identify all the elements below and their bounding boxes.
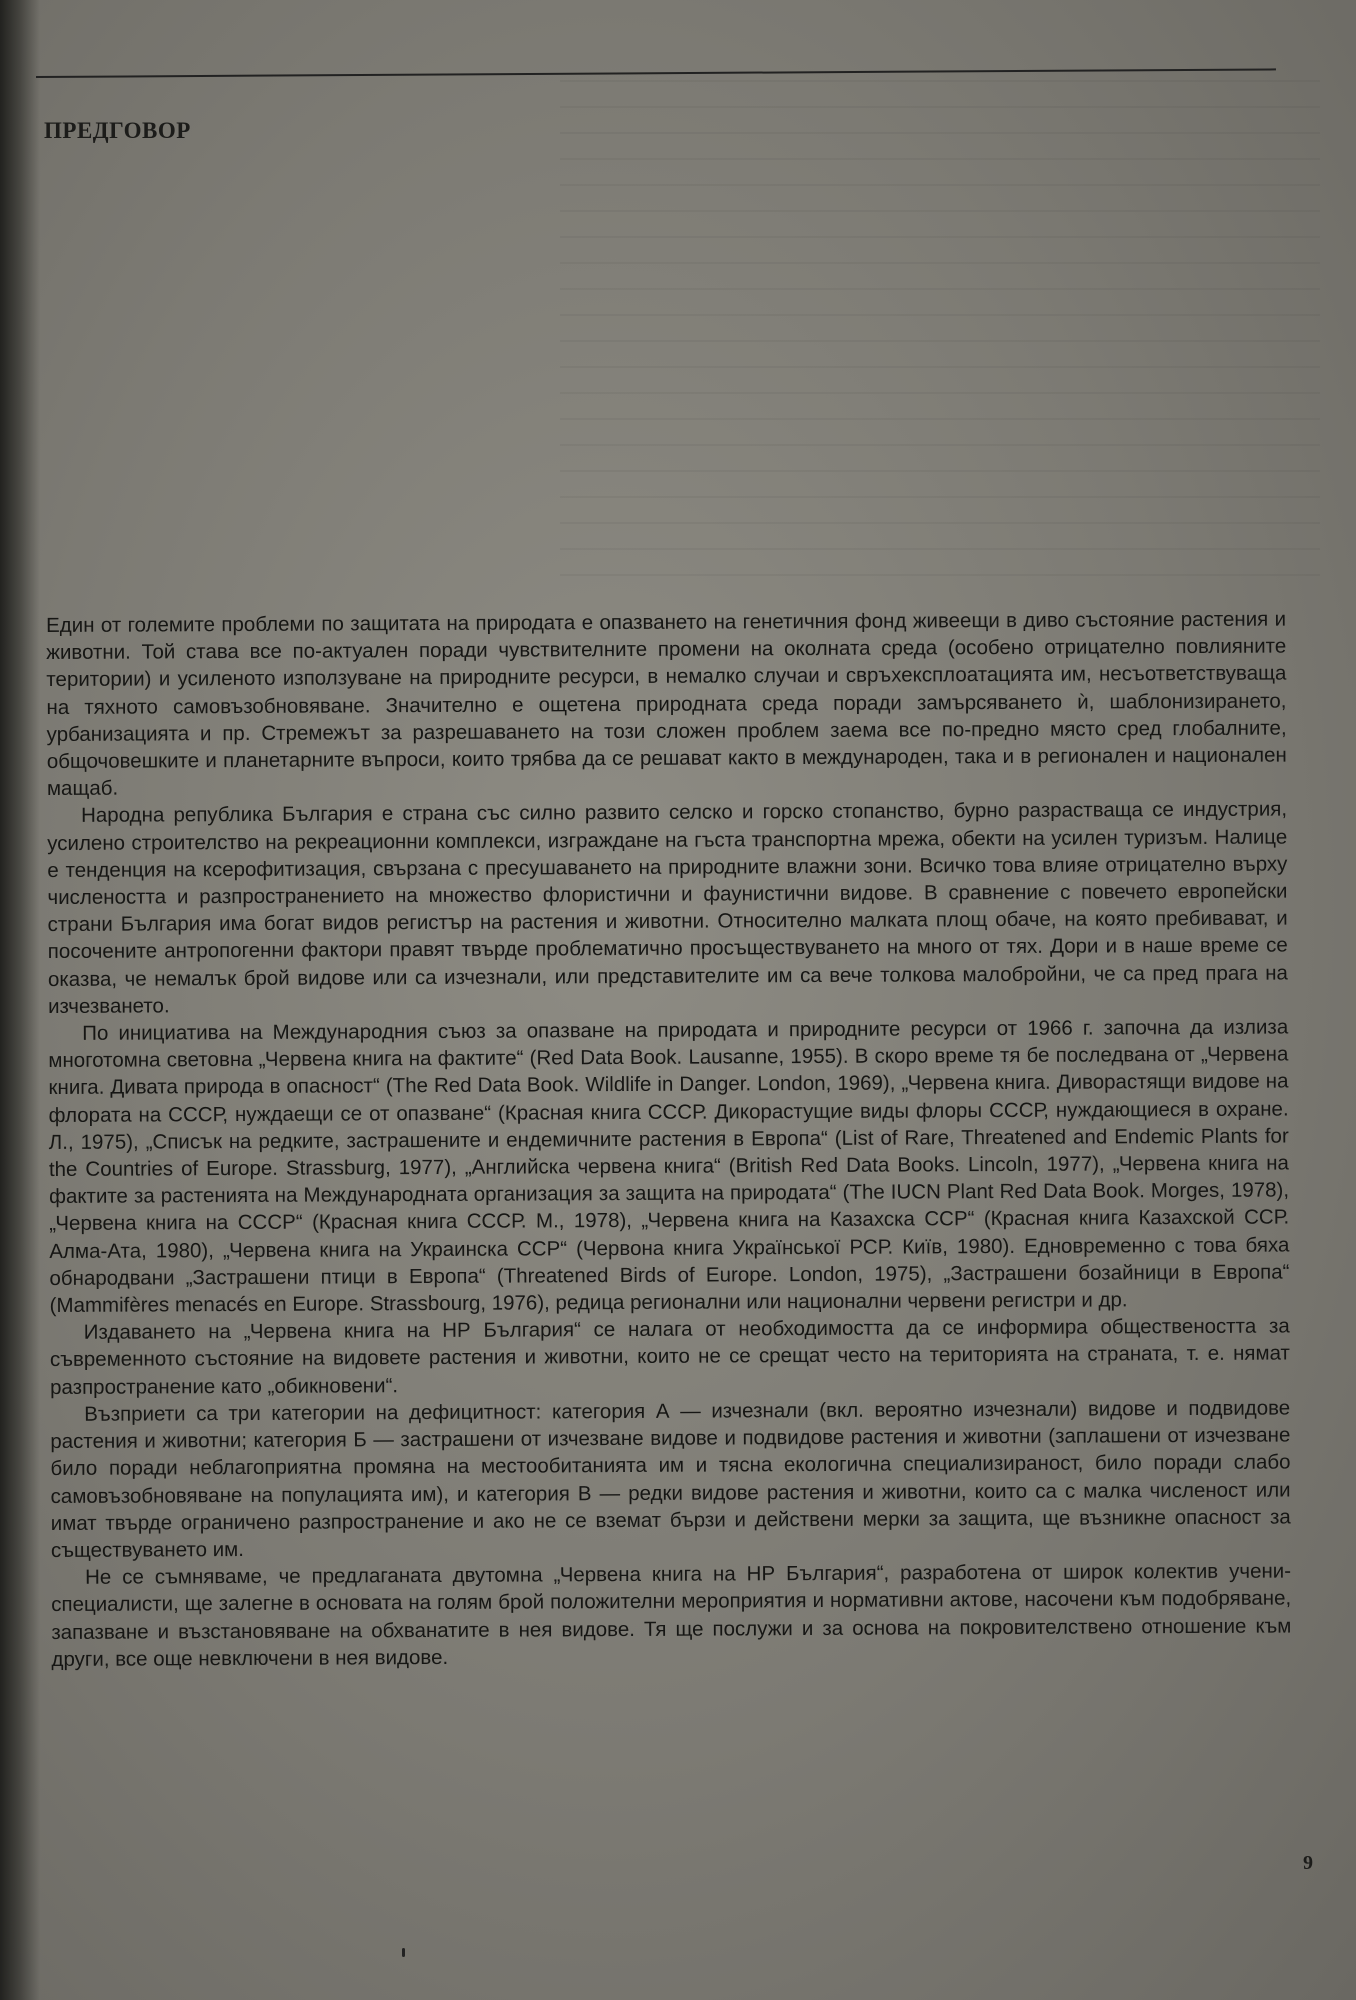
- paragraph-4: Издаването на „Червена книга на НР България“ се налага от необходимостта да се информира обществеността за съвременното състояние на видовете растения и животни, които не се срещат често на територията на страната, т. е. нямат разпространение като „обикновени“.: [49, 1314, 1290, 1399]
- paragraph-1: Един от големите проблеми по защитата на природата е опазването на генетичния фонд живеещи в диво състояние растения и животни. Той става все по-актуален поради чувствителните промени на околната среда (особено отрицателно повлияните територии) и усиленото използуване на природните ресурси, в немалко случаи и свръхексплоатацията им, несъответствуваща на тяхното самовъзобновяване. Значително е ощетена природната среда поради замърсяването ѝ, шаблонизирането, урбанизацията и пр. Стремежът за разрешаването на този сложен проблем заема все по-предно място сред глобалните, общочовешките и планетарните въпроси, които трябва да се решават както в международен, така и в регионален и национален мащаб.: [46, 607, 1287, 801]
- paragraph-3: По инициатива на Международния съюз за опазване на природата и природните ресурси от 1966 г. започна да излиза многотомна световна „Червена книга на фактите“ (Red Data Book. Lausanne, 1955). В скоро време тя бе последвана от „Червена книга. Дивата природа в опасност“ (The Red Data Book. Wildlife in Danger. London, 1969), „Червена книга. Диворастящи видове на флората на СССР, нуждаещи се от опазване“ (Красная книга СССР. Дикорастущие виды флоры СССР, нуждающиеся в охране. Л., 1975), „Списък на редките, застрашените и ендемичните растения в Европа“ (List of Rare, Threatened and Endemic Plants for the Countries of Europe. Strassburg, 1977), „Английска червена книга“ (British Red Data Books. Lincoln, 1977), „Червена книга на фактите за растенията на Международната организация за защита на природата“ (The IUCN Plant Red Data Book. Morges, 1978), „Червена книга на СССР“ (Красная книга СССР. М., 1978), „Червена книга на Казахска ССР“ (Красная книга Казахской ССР. Алма-Ата, 1980), „Червена книга на Украинска ССР“ (Червона книга Української РСР. Київ, 1980). Едновременно с това бяха обнародвани „Застрашени птици в Европа“ (Threatened Birds of Europe. London, 1975), „Застрашени бозайници в Европа“ (Mammifères menacés en Europe. Strassbourg, 1976), редица регионални или национални червени регистри и др.: [48, 1015, 1290, 1318]
- preface-body: [46, 606, 1292, 1673]
- paragraph-6: Не се съмняваме, че предлаганата двутомна „Червена книга на НР България“, разработена от широк колектив учени-специалисти, ще залегне в основата на голям брой положителни мероприятия и нормативни актове, насочени към подобряване, запазване и възстановяване на обхванатите в нея видове. Тя ще послужи и за основа на покровителствено отношение към други, все още невключени в нея видове.: [51, 1559, 1292, 1671]
- paragraph-5: Възприети са три категории на дефицитност: категория А — изчезнали (вкл. вероятно изчезнали) видове и подвидове растения и животни; категория Б — застрашени от изчезване видове и подвидове растения и животни (заплашени от изчезване било поради неблагоприятна промяна на местообитанията им и тясна екологична специализираност, било поради слабо самовъзобновяване на популацията им), и категория В — редки видове растения и животни, които са с малка численост или имат твърде ограничено разпространение и ако не се вземат бързи и действени мерки за защита, ще възникне опасност за съществуването им.: [50, 1396, 1291, 1562]
- page-number: 9: [1303, 1852, 1313, 1874]
- bleed-through-text: [560, 80, 1320, 600]
- page-heading: ПРЕДГОВОР: [44, 118, 191, 143]
- top-rule: [36, 68, 1276, 78]
- dust-speck: [402, 1948, 405, 1957]
- binding-shadow: [0, 0, 40, 2000]
- paragraph-2: Народна република България е страна със силно развито селско и горско стопанство, бурно разрастваща се индустрия, усилено строителство на рекреационни комплекси, изграждане на гъста транспортна мрежа, обекти на усилен туризъм. Налице е тенденция на ксерофитизация, свързана с пресушаването на природните влажни зони. Всичко това влияе отрицателно върху числеността и разпространението на множество флористични и фаунистични видове. В сравнение с повечето европейски страни България има богат видов регистър на растения и животни. Относително малката площ обаче, на която пребивават, и посочените антропогенни фактори правят твърде проблематично просъществуването на много от тях. Дори и в наше време се оказва, че немалък брой видове или са изчезнали, или представителите им са вече толкова малобройни, че са пред прага на изчезването.: [47, 797, 1288, 1018]
